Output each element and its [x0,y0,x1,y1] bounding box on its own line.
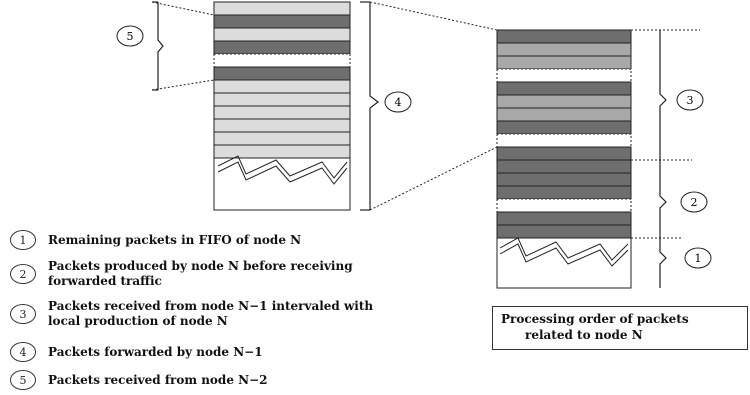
legend-item-1 [10,226,301,254]
right-packet-stack [497,30,631,288]
packet-dark [497,186,631,199]
callout-1 [685,248,711,268]
processing-order-caption [492,306,748,350]
legend-text: Packets received from node N−2 [48,372,268,387]
legend-number: 3 [10,304,36,324]
packet-dark [497,160,631,173]
bracket4-bottom-link [370,147,497,210]
packet-gap [497,199,631,212]
fifo-bottom [497,238,631,288]
packet-gap [214,54,350,67]
svg-text:1: 1 [694,252,702,265]
legend-number: 4 [10,342,36,362]
brace-2 [660,160,666,238]
packet-medium [497,95,631,108]
packet-dark [497,30,631,43]
packet-dark [497,173,631,186]
packet-gap [497,69,631,82]
legend-item-4 [10,338,263,366]
legend-text: Packets produced by node N before receiving forwarded traffic [48,259,353,288]
callout5-top-line [152,2,214,15]
packet-dark [214,67,350,80]
packet-dark [497,225,631,238]
packet-light [214,80,350,93]
packet-medium [497,56,631,69]
brace-5 [158,2,163,90]
packet-medium [497,43,631,56]
legend-text: Remaining packets in FIFO of node N [48,232,302,247]
callout5-bottom-line [152,80,214,90]
svg-text:2: 2 [690,196,698,209]
packet-light [214,93,350,106]
callout-4 [385,92,411,112]
brace-1 [660,238,666,288]
packet-light [214,132,350,145]
caption-line-1: Processing order of packets [501,312,689,326]
callout-5 [117,26,143,46]
svg-text:5: 5 [126,30,134,43]
packet-dark [497,82,631,95]
packet-light [214,119,350,132]
svg-text:4: 4 [394,96,402,109]
legend-item-5 [10,366,268,394]
fifo-bottom [214,158,350,210]
legend-number: 2 [10,264,36,284]
packet-dark [497,147,631,160]
legend-text: Packets forwarded by node N−1 [48,344,263,359]
legend-number: 1 [10,230,36,250]
packet-light [214,28,350,41]
packet-dark [214,15,350,28]
packet-dark [497,121,631,134]
legend-item-3 [10,300,373,328]
legend-number: 5 [10,370,36,390]
packet-dark [497,212,631,225]
legend-text: Packets received from node N−1 intervaled with local production of node N [48,299,374,328]
caption-line-2: related to node N [525,328,643,342]
legend-item-2 [10,260,353,288]
packet-dark [214,41,350,54]
left-packet-stack [214,2,350,210]
callout-2 [681,192,707,212]
svg-text:3: 3 [686,94,694,107]
callout-3 [677,90,703,110]
packet-light [214,2,350,15]
brace-3 [660,30,666,160]
bracket4-top-link [370,2,497,30]
packet-light [214,106,350,119]
packet-medium [497,108,631,121]
packet-light [214,145,350,158]
packet-gap [497,134,631,147]
brace-4 [370,2,378,210]
